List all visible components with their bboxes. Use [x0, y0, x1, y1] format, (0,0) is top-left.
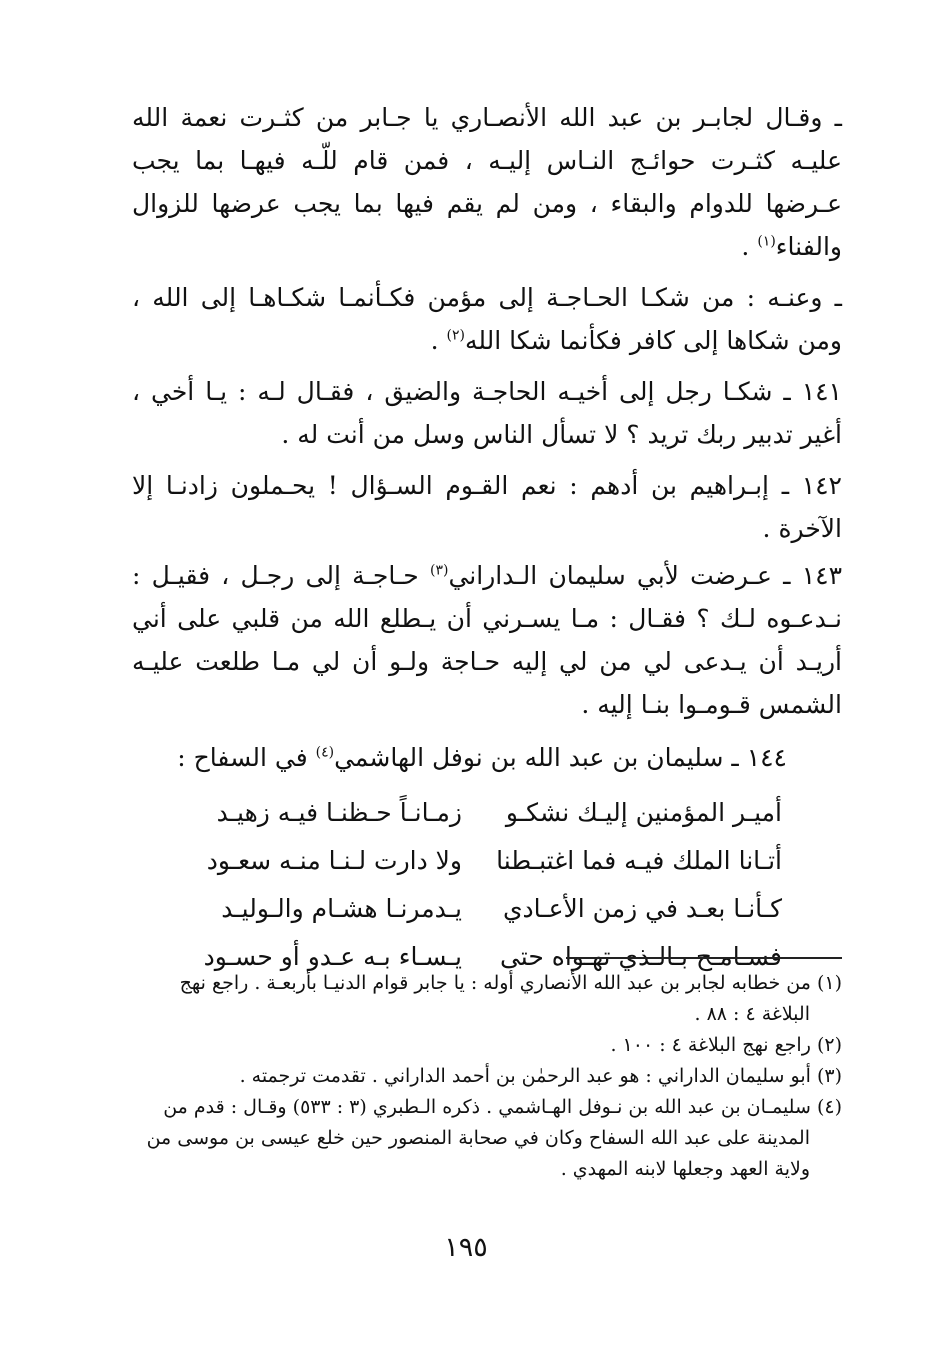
verse-first-hemistich: أميـر المؤمنين إليـك نشكـو	[505, 798, 782, 827]
verse-first-hemistich: أتـانا الملك فيـه فما اغتبـطنا	[496, 846, 782, 875]
footnote-ref-4: (٤)	[315, 744, 335, 761]
footnote-4	[132, 1092, 842, 1185]
footnote-2	[132, 1030, 842, 1061]
footnotes	[132, 968, 842, 1185]
footnote-number: (٤)	[816, 1096, 842, 1118]
footnote-text-continued: المدينة على عبد الله السفاح وكان في صحابة المنصور حين خلع عيسى بن موسى من	[146, 1127, 810, 1149]
verse-second-hemistich: زمـانـاً حـظنـا فيـه زهيـد	[216, 798, 462, 827]
verse-second-hemistich: يـسـاء بـه عـدو أو حسـود	[203, 942, 462, 971]
footnote-separator	[566, 957, 842, 959]
footnote-text-continued: ولاية العهد وجعلها لابنه المهدي .	[560, 1158, 810, 1180]
paragraph-jabir: ـ وقـال لجابـر بن عبد الله الأنصـاري يا جـابر من كثـرت نعمة الله عليـه كثـرت حوائـج النـاس إليـه ، فمن قام للّـه فيهـا بما يجب عـرضها للدوام والبقاء ، ومن لم يقم فيها بما يجب عرضها للزوال والفناء$^{(١)}$ .	[132, 103, 842, 261]
paragraph-144-heading	[132, 736, 787, 779]
footnote-ref-1: (١)	[757, 233, 776, 250]
paragraph-text-continued: حـاجـة إلى رجـل ، فقيـل : نـدعـوه لـك ؟ فقـال : مـا يسـرني أن يـطلع الله من قلبي على أني أريـد أن يـدعى لي من لي إليه حـاجة ولـو أن لي مـا طلعت عليـه الشمس قـومـوا بنـا إليه .	[132, 561, 842, 719]
paragraph-text: ١٤١ ـ شكـا رجل إلى أخيـه الحاجـة والضيق ، فقـال لـه : يـا أخي ، أغير تدبير ربك تريد ؟ لا تسأل الناس وسل من أنت له .	[132, 377, 842, 449]
poem	[192, 789, 782, 981]
main-text	[132, 96, 842, 981]
verse-second-hemistich: ولا دارت لـنـا منـه سعـود	[206, 846, 462, 875]
footnote-text: سليمـان بن عبد الله بن نـوفل الهـاشمي . ذكره الـطبري (٣ : ٥٣٣) وقـال : قدم من	[163, 1096, 811, 1118]
paragraph-text: ـ وقـال لجابـر بن عبد الله الأنصـاري يا جـابر من كثـرت نعمة الله عليـه كثـرت حوائـج النـاس إليـه ، فمن قام للّـه فيهـا بما يجب عـرضها للدوام والبقاء ، ومن لم يقم فيها بما يجب عرضها للزوال والفناء	[132, 103, 842, 261]
poem-verse	[192, 837, 782, 885]
footnote-1	[132, 968, 842, 1030]
heading-text-suffix: في السفاح :	[177, 743, 308, 772]
verse-second-hemistich: يـدمرنـا هشـام والـوليـد	[221, 894, 462, 923]
paragraph-142	[132, 464, 842, 550]
paragraph-text: ١٤٢ ـ إبـراهيم بن أدهم : نعم القـوم السـؤال ! يحـملون زادنـا إلا الآخرة .	[132, 471, 842, 543]
paragraph-143	[132, 554, 842, 726]
footnote-3	[132, 1061, 842, 1092]
paragraph-text: ـ وعنـه : من شكـا الحـاجـة إلى مؤمن فكـأنمـا شكـاهـا إلى الله ، ومن شكاها إلى كافر فكأنما شكا الله	[132, 283, 842, 355]
footnote-text: أبو سليمان الداراني : هو عبد الرحمٰن بن أحمد الداراني . تقدمت ترجمته .	[239, 1065, 811, 1087]
footnote-ref-3: (٣)	[429, 562, 449, 579]
footnote-text: من خطابه لجابر بن عبد الله الأنصاري أوله : يا جابر قوام الدنيـا بأربعـة . راجع نهج	[179, 972, 811, 994]
verse-first-hemistich: كـأنـا بعـد في زمن الأعـادي	[502, 894, 782, 923]
footnote-number: (٣)	[816, 1065, 842, 1087]
heading-text: ١٤٤ ـ سليمان بن عبد الله بن نوفل الهاشمي	[334, 743, 787, 772]
paragraph-text: ١٤٣ ـ عـرضت لأبي سليمان الـداراني	[448, 561, 843, 590]
paragraph-141	[132, 370, 842, 456]
footnote-text: راجع نهج البلاغة ٤ : ١٠٠ .	[610, 1034, 811, 1056]
page-number: ١٩٥	[444, 1232, 488, 1263]
poem-verse	[192, 885, 782, 933]
paragraph-complaint: ـ وعنـه : من شكـا الحـاجـة إلى مؤمن فكـأنمـا شكـاهـا إلى الله ، ومن شكاها إلى كافر فكأنما شكا الله$^{(٢)}$ .	[132, 283, 842, 355]
footnote-number: (٢)	[816, 1034, 842, 1056]
footnote-text-continued: البلاغة ٤ : ٨٨ .	[694, 1003, 810, 1025]
footnote-number: (١)	[816, 972, 842, 994]
poem-verse	[192, 789, 782, 837]
verse-first-hemistich: فسـامـح بـالـذي تهـواه حتى	[499, 942, 782, 971]
footnote-ref-2: (٢)	[446, 327, 465, 344]
